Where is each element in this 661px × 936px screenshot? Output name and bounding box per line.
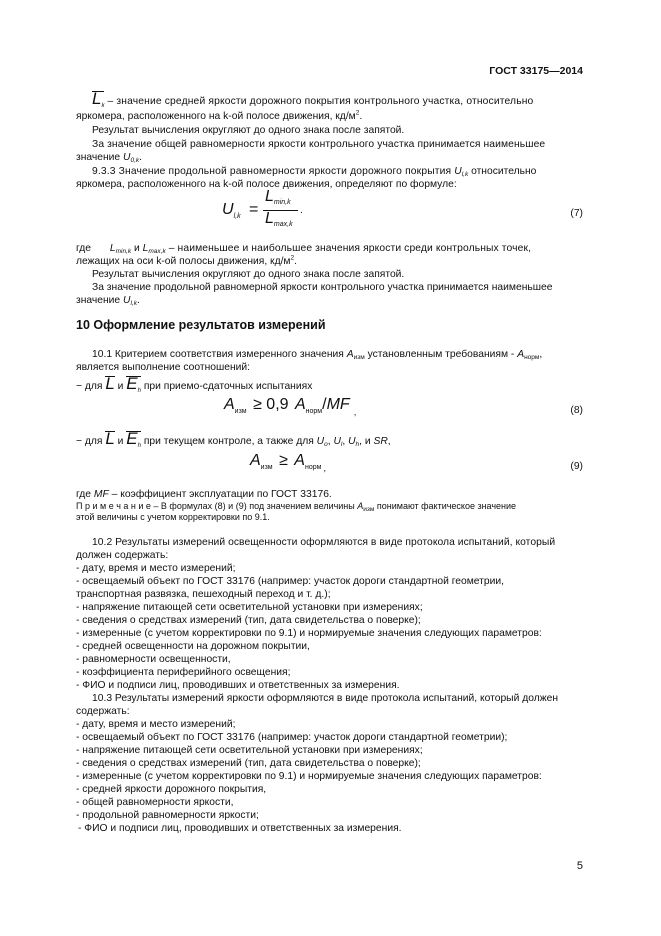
equation-9: $A_{изм} \ge A_{норм}$ $_,$ bbox=[250, 452, 326, 473]
clause-102-item: - ФИО и подписи лиц, проводивших и ответственных за измерения. bbox=[76, 680, 400, 691]
round-text-2: Результат вычисления округляют до одного знака после запятой. bbox=[92, 269, 405, 280]
clause-101: 10.1 Критерием соответствия измеренного значения $A_{изм}$ установленным требованиям - $A_{норм}$, bbox=[92, 349, 543, 361]
clause-102-item: - средней освещенности на дорожном покрытии, bbox=[76, 641, 310, 652]
equation-7-denominator: Lmax,k bbox=[265, 210, 293, 228]
clause-103-item: - ФИО и подписи лиц, проводивших и ответственных за измерения. bbox=[78, 823, 402, 834]
equation-7-period: . bbox=[300, 205, 303, 216]
l-bar-symbol: L bbox=[105, 429, 115, 448]
equation-7: $U_{l,k}$ = bbox=[222, 201, 259, 220]
equation-9-number: (9) bbox=[570, 461, 583, 472]
clause-103-item: - дату, время и место измерений; bbox=[76, 719, 236, 730]
overall-uniformity-cont: значение $U_{0,k}$. bbox=[76, 152, 143, 164]
clause-102-item: - дату, время и место измерений; bbox=[76, 563, 236, 574]
clause-103-item: - общей равномерности яркости, bbox=[76, 797, 234, 808]
l-bar-symbol: Lk bbox=[92, 89, 105, 109]
equation-8-number: (8) bbox=[570, 405, 583, 416]
clause-103-item: - измеренные (с учетом корректировки по 9.1) и нормируемые значения следующих параметров: bbox=[76, 771, 542, 782]
equation-7-numerator: Lmin,k bbox=[265, 188, 291, 206]
longitudinal-text: За значение продольной равномерной яркости контрольного участка принимается наименьшее bbox=[92, 282, 553, 293]
longitudinal-cont: значение $U_{l,k}$. bbox=[76, 295, 140, 307]
clause-102-item: - сведения о средствах измерений (тип, дата свидетельства о поверке); bbox=[76, 615, 421, 626]
clause-102-intro-cont: должен содержать: bbox=[76, 550, 169, 561]
clause-102-item: - напряжение питающей сети осветительной установки при измерениях; bbox=[76, 602, 423, 613]
clause-103-intro-cont: содержать: bbox=[76, 706, 130, 717]
l-bar-symbol: L bbox=[105, 374, 115, 393]
note-line-cont: этой величины с учетом корректировки по 9.1. bbox=[76, 512, 270, 522]
where-7-cont: лежащих на оси k-ой полосы движения, $кд/м^2$. bbox=[76, 254, 298, 267]
where-7: где $L_{min,k}$ и $L_{max,k}$ – наименьшее и наибольшее значения яркости среди контрольных точек, bbox=[76, 243, 532, 255]
equation-8: $A_{изм} \ge 0,9$ $A_{норм}/MF$ $_,$ bbox=[224, 396, 357, 417]
note-line: П р и м е ч а н и е – В формулах (8) и (9) под значением величины $A_{изм}$ понимают фактическое значение bbox=[76, 501, 517, 513]
equation-7-number: (7) bbox=[570, 208, 583, 219]
e-bar-symbol: Eh bbox=[126, 374, 141, 394]
clause-103-item: - напряжение питающей сети осветительной установки при измерениях; bbox=[76, 745, 423, 756]
clause-102-item: - коэффициента периферийного освещения; bbox=[76, 667, 291, 678]
definition-line-lk-cont: яркомера, расположенного на k-ой полосе движения, $кд/м^2$. bbox=[76, 109, 363, 122]
clause-103-intro: 10.3 Результаты измерений яркости оформляются в виде протокола испытаний, который должен bbox=[92, 693, 559, 704]
clause-101-cont: является выполнение соотношений: bbox=[76, 362, 251, 373]
clause-102-item: транспортная развязка, пешеходный переход и т. д.); bbox=[76, 589, 331, 600]
clause-103-item: - освещаемый объект по ГОСТ 33176 (например: участок дороги стандартной геометрии); bbox=[76, 732, 508, 743]
definition-line-lk: Lk – значение средней яркости дорожного покрытия контрольного участка, относительно bbox=[92, 89, 534, 109]
clause-102-item: - освещаемый объект по ГОСТ 33176 (например: участок дороги стандартной геометрии, bbox=[76, 576, 504, 587]
clause-933: 9.3.3 Значение продольной равномерности яркости дорожного покрытия $U_{l,k}$ относительно bbox=[92, 166, 537, 178]
round-text-1: Результат вычисления округляют до одного знака после запятой. bbox=[92, 125, 405, 136]
page-number: 5 bbox=[576, 860, 583, 872]
clause-103-item: - продольной равномерности яркости; bbox=[76, 810, 259, 821]
clause-102-intro: 10.2 Результаты измерений освещенности оформляются в виде протокола испытаний, который bbox=[92, 537, 556, 548]
clause-933-cont: яркомера, расположенного на k-ой полосе движения, определяют по формуле: bbox=[76, 179, 457, 190]
e-bar-symbol: Eh bbox=[126, 429, 141, 449]
overall-uniformity-text: За значение общей равномерности яркости контрольного участка принимается наименьшее bbox=[92, 139, 546, 150]
mf-definition: где MF – коэффициент эксплуатации по ГОСТ 33176. bbox=[76, 489, 332, 500]
clause-102-item: - равномерности освещенности, bbox=[76, 654, 231, 665]
clause-102-item: - измеренные (с учетом корректировки по 9.1) и нормируемые значения следующих параметров: bbox=[76, 628, 542, 639]
document-header: ГОСТ 33175—2014 bbox=[489, 65, 583, 77]
for-acceptance-line: − для L и Eh при приемо-сдаточных испытаниях bbox=[76, 374, 313, 394]
clause-103-item: - сведения о средствах измерений (тип, дата свидетельства о поверке); bbox=[76, 758, 421, 769]
for-current-control-line: − для L и Eh при текущем контроле, а также для $U_o$, $U_l$, $U_h$, и SR, bbox=[76, 429, 391, 449]
section-10-title: 10 Оформление результатов измерений bbox=[76, 318, 326, 332]
clause-103-item: - средней яркости дорожного покрытия, bbox=[76, 784, 267, 795]
